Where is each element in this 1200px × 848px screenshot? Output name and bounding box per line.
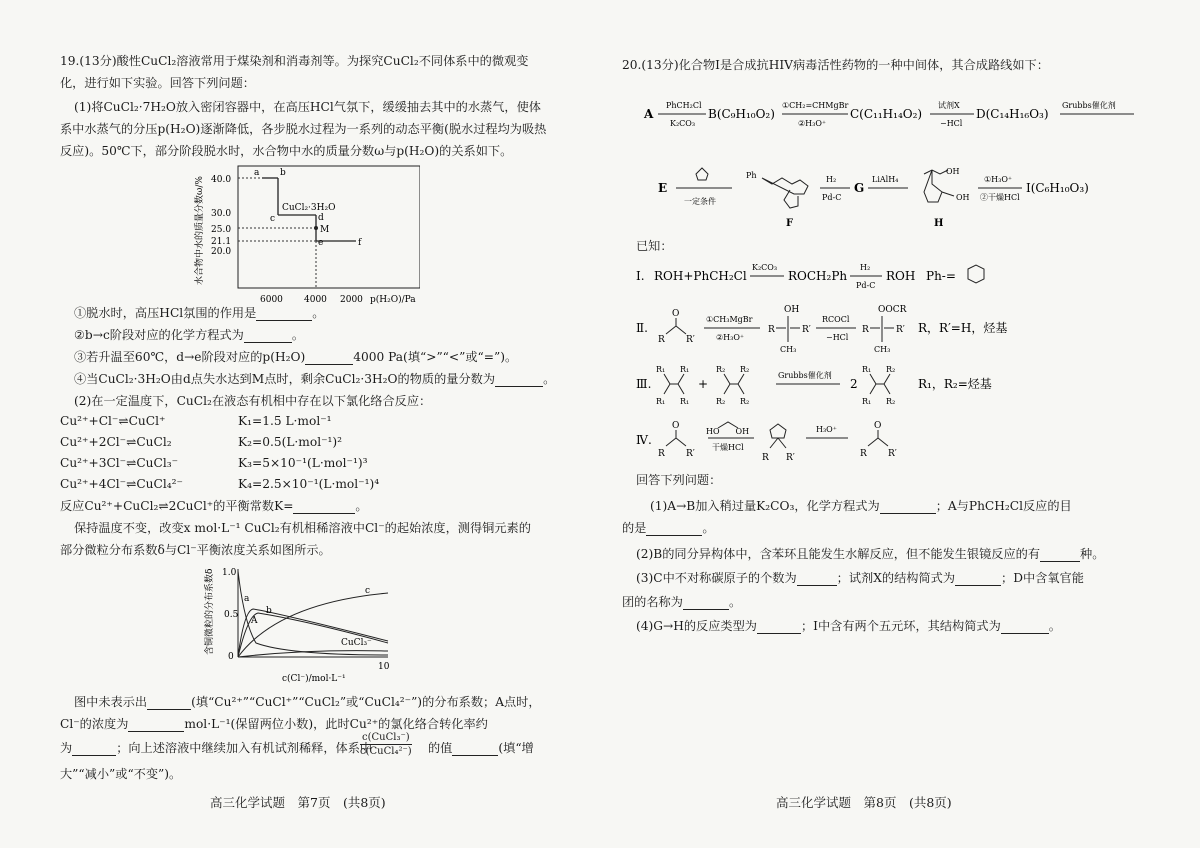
y-tick: 30.0: [211, 209, 232, 219]
oh-label: OH: [946, 167, 960, 176]
atom-label: R′: [896, 325, 905, 335]
atom-label: R: [862, 325, 869, 335]
point-label: b: [280, 168, 286, 178]
equilibrium-k: K₁=1.5 L·mol⁻¹: [238, 414, 332, 428]
y-axis-label: 含铜微粒的分布系数δ: [205, 568, 215, 655]
equilibrium-k: K₂=0.5(L·mol⁻¹)²: [238, 435, 343, 449]
q19-intro: 19.(13分)酸性CuCl₂溶液常用于煤染剂和消毒剂等。为探究CuCl₂不同体系中的微观变: [60, 54, 529, 68]
keep-text: 部分微粒分布系数δ与Cl⁻平衡浓度关系如图所示。: [60, 543, 331, 557]
atom-label: R′: [786, 453, 795, 463]
reagent: ②干燥HCl: [980, 193, 1020, 202]
compound-F: F: [786, 218, 794, 229]
compound-H: H: [934, 218, 944, 229]
curve-a: [238, 609, 388, 657]
curve-label: b: [266, 606, 272, 616]
y-tick: 25.0: [211, 225, 232, 235]
q20-sub3: 团的名称为 。: [622, 595, 742, 609]
atom-label: R: [860, 449, 867, 459]
alkene-product: [870, 374, 890, 394]
oh-label: OH: [956, 193, 970, 202]
atom-label: R: [658, 449, 665, 459]
structure-F: [762, 178, 808, 208]
reagent: 干燥HCl: [712, 443, 744, 452]
substituent: R₂: [740, 365, 750, 374]
product: ROH: [886, 269, 916, 283]
fraction-numerator: c(CuCl₃⁻): [362, 732, 410, 743]
atom-label: R′: [888, 449, 897, 459]
reagent: 一定条件: [684, 197, 716, 206]
product: ROCH₂Ph: [788, 269, 848, 283]
curve-cucl3: [238, 651, 388, 657]
tail-text: 为 ；向上述溶液中继续加入有机试剂稀释，体系中: [60, 741, 373, 755]
x-tick: 10: [378, 662, 390, 672]
atom-label: R: [768, 325, 775, 335]
equilibrium: Cu²⁺+3Cl⁻⇌CuCl₃⁻: [60, 456, 179, 470]
reagent: RCOCl: [822, 315, 850, 324]
point-M: [314, 226, 318, 230]
tail-text: Cl⁻的浓度为 mol·L⁻¹(保留两位小数)，此时Cu²⁺的氯化络合转化率约: [60, 717, 488, 731]
y-tick: 1.0: [222, 568, 237, 578]
reagent: ②H₃O⁺: [716, 333, 745, 342]
species-label: CuCl₂·3H₂O: [282, 203, 336, 213]
reagent: H₂: [860, 263, 871, 272]
q19-part1-text: 反应)。50℃下，部分阶段脱水时，水合物中水的质量分数ω与p(H₂O)的关系如下。: [60, 144, 513, 158]
reagent: Pd-C: [856, 281, 876, 290]
y-tick: 21.1: [211, 237, 232, 247]
q20-sub3: (3)C中不对称碳原子的个数为 ；试剂X的结构简式为 ；D中含氧官能: [636, 571, 1084, 585]
ketal: [770, 424, 786, 448]
compound-C: C(C₁₁H₁₄O₂): [850, 107, 923, 121]
reagent: Grubbs催化剂: [1062, 101, 1116, 110]
equilibrium: Cu²⁺+2Cl⁻⇌CuCl₂: [60, 435, 172, 449]
equilibrium-k: K₃=5×10⁻¹(L·mol⁻¹)³: [238, 456, 368, 470]
substituent-note: R，R′=H，烃基: [918, 321, 1008, 335]
known-num: Ⅱ.: [636, 321, 648, 335]
known-num: Ⅰ.: [636, 269, 645, 283]
substituent-note: R₁，R₂=烃基: [918, 377, 992, 391]
synthesis-route-1: [640, 92, 1160, 136]
reagent: Pd-C: [822, 193, 842, 202]
reagent: PhCH₂Cl: [666, 101, 702, 110]
curve-label: c: [365, 586, 371, 596]
alkene-2: [724, 374, 744, 394]
substituent: R₂: [886, 365, 896, 374]
point-label: A: [251, 616, 258, 626]
atom-label: R′: [686, 449, 695, 459]
ph-label: Ph: [746, 171, 757, 180]
y-tick: 40.0: [211, 175, 232, 185]
q20-sub1: 的是 。: [622, 521, 715, 535]
y-tick: 0: [228, 652, 234, 662]
k-question: 反应Cu²⁺+CuCl₂⇌2CuCl⁺的平衡常数K= 。: [60, 499, 368, 513]
ask-label: 回答下列问题：: [636, 473, 722, 487]
y-tick: 20.0: [211, 247, 232, 257]
page-footer: 高三化学试题 第8页 (共8页): [776, 795, 952, 810]
q19-part2: (2)在一定温度下，CuCl₂在液态有机相中存在以下氯化络合反应：: [74, 394, 432, 408]
x-axis-label: p(H₂O)/Pa: [370, 295, 416, 305]
sub4: ④当CuCl₂·3H₂O由d点失水达到M点时，剩余CuCl₂·3H₂O的物质的量分数为 。: [74, 372, 556, 386]
species-label: CuCl₃⁻: [341, 638, 372, 648]
atom-label: OOCR: [878, 305, 907, 315]
point-label: a: [254, 168, 260, 178]
sub1: ①脱水时，高压HCl氛围的作用是 。: [74, 306, 325, 320]
substituent: R₁: [656, 397, 666, 406]
atom-label: R′: [686, 335, 695, 345]
fraction: [360, 731, 412, 758]
ketone: [868, 430, 888, 446]
atom-label: OH: [784, 305, 800, 315]
atom-label: R: [762, 453, 769, 463]
q20-sub4: (4)G→H的反应类型为 ；I中含有两个五元环，其结构简式为 。: [636, 619, 1061, 633]
q20-intro: 20.(13分)化合物I是合成抗HIV病毒活性药物的一种中间体，其合成路线如下：: [622, 58, 1049, 72]
tail-text: 大”“减小”或“不变”)。: [60, 767, 182, 781]
substituent: R₂: [716, 397, 726, 406]
atom-label: R′: [802, 325, 811, 335]
y-tick: 0.5: [224, 610, 239, 620]
atom-label: O: [874, 421, 882, 431]
alkene-1: [664, 374, 684, 394]
x-axis-label: c(Cl⁻)/mol·L⁻¹: [282, 674, 346, 684]
q19-part1-text: 系中水蒸气的分压p(H₂O)逐渐降低，各步脱水过程为一系列的动态平衡(脱水过程均为吸热: [60, 122, 547, 136]
atom-label: R: [658, 335, 665, 345]
ketone: [666, 318, 686, 334]
x-tick: 6000: [260, 295, 283, 305]
point-label: e: [318, 238, 324, 248]
known-reaction-1: [636, 258, 1156, 294]
coefficient: 2: [850, 377, 858, 391]
reagent: H₃O⁺: [816, 425, 837, 434]
ph-definition: Ph-=: [926, 269, 956, 283]
known-reaction-2: [636, 302, 1156, 356]
substituent: R₁: [656, 365, 666, 374]
x-tick: 4000: [304, 295, 327, 305]
atom-label: O: [672, 421, 680, 431]
tail-text: 的值 (填“增: [428, 741, 534, 755]
point-label: c: [270, 214, 276, 224]
reagent: ①H₃O⁺: [984, 175, 1013, 184]
reagent: K₂CO₃: [670, 119, 696, 128]
compound-I: I(C₆H₁₀O₃): [1026, 181, 1089, 195]
substituent: R₂: [886, 397, 896, 406]
ketone: [666, 430, 686, 446]
tail-text: 图中未表示出 (填“Cu²⁺”“CuCl⁺”“CuCl₂”或“CuCl₄²⁻”)的分布系数；A点时，: [74, 695, 541, 709]
point-label: M: [320, 225, 330, 235]
sub2: ②b→c阶段对应的化学方程式为 。: [74, 328, 305, 342]
reagent: −HCl: [940, 119, 963, 128]
reagent: HO OH: [706, 427, 750, 436]
reagent: LiAlH₄: [872, 175, 899, 184]
x-tick: 2000: [340, 295, 363, 305]
compound-B: B(C₉H₁₀O₂): [708, 107, 775, 121]
compound-A: A: [644, 107, 654, 121]
reagent: 试剂X: [938, 101, 960, 110]
substituent: R₁: [862, 397, 872, 406]
dioxolane-ring: [696, 168, 708, 180]
known-num: Ⅲ.: [636, 377, 652, 391]
point-label: d: [318, 213, 324, 223]
compound-G: G: [854, 181, 865, 195]
sub3: ③若升温至60℃，d→e阶段对应的p(H₂O) 4000 Pa(填“>”“<”或“=”)。: [74, 350, 518, 364]
y-axis-label: 水合物中水的质量分数ω/%: [195, 176, 205, 285]
substituent: R₁: [862, 365, 872, 374]
page-footer: 高三化学试题 第7页 (共8页): [210, 795, 386, 810]
q19-intro-cont: 化，进行如下实验。回答下列问题：: [60, 76, 255, 90]
plus: +: [698, 377, 709, 391]
substituent: R₂: [716, 365, 726, 374]
compound-E: E: [658, 181, 668, 195]
curve-label: a: [244, 594, 250, 604]
reagent: ①CH₂=CHMgBr: [782, 101, 849, 110]
q19-part1-text: (1)将CuCl₂·7H₂O放入密闭容器中，在高压HCl气氛下，缓缓抽去其中的水蒸气，使体: [74, 100, 541, 114]
known-reaction-3: [636, 360, 1156, 410]
fraction-denominator: c(CuCl₄²⁻): [360, 746, 412, 757]
equilibrium: Cu²⁺+4Cl⁻⇌CuCl₄²⁻: [60, 477, 183, 491]
point-label: f: [358, 238, 362, 248]
atom-label: CH₃: [874, 345, 891, 354]
distribution-chart: [198, 563, 398, 685]
compound-D: D(C₁₄H₁₆O₃): [976, 107, 1049, 121]
known-reaction-4: [636, 416, 1156, 466]
reagent: −HCl: [826, 333, 849, 342]
reactant: ROH+PhCH₂Cl: [654, 269, 747, 283]
known-num: Ⅳ.: [636, 433, 652, 447]
reagent: ②H₃O⁺: [798, 119, 827, 128]
benzene-ring: [968, 265, 984, 283]
q20-sub1: (1)A→B加入稍过量K₂CO₃，化学方程式为 ；A与PhCH₂Cl反应的目: [650, 499, 1072, 513]
reagent: K₂CO₃: [752, 263, 778, 272]
page-8: [600, 0, 1200, 848]
reagent: ①CH₃MgBr: [706, 315, 753, 324]
equilibrium: Cu²⁺+Cl⁻⇌CuCl⁺: [60, 414, 166, 428]
known-label: 已知：: [636, 239, 673, 253]
substituent: R₁: [680, 365, 690, 374]
atom-label: CH₃: [780, 345, 797, 354]
atom-label: O: [672, 309, 680, 319]
reagent: H₂: [826, 175, 837, 184]
equilibrium-k: K₄=2.5×10⁻¹(L·mol⁻¹)⁴: [238, 477, 380, 491]
keep-text: 保持温度不变，改变x mol·L⁻¹ CuCl₂有机相稀溶液中Cl⁻的起始浓度，测得铜元素的: [74, 521, 531, 535]
q20-sub2: (2)B的同分异构体中，含苯环且能发生水解反应，但不能发生银镜反应的有 种。: [636, 547, 1105, 561]
reagent: Grubbs催化剂: [778, 371, 832, 380]
substituent: R₁: [680, 397, 690, 406]
dehydration-chart: [190, 160, 420, 310]
substituent: R₂: [740, 397, 750, 406]
synthesis-route-2: [640, 160, 1160, 230]
